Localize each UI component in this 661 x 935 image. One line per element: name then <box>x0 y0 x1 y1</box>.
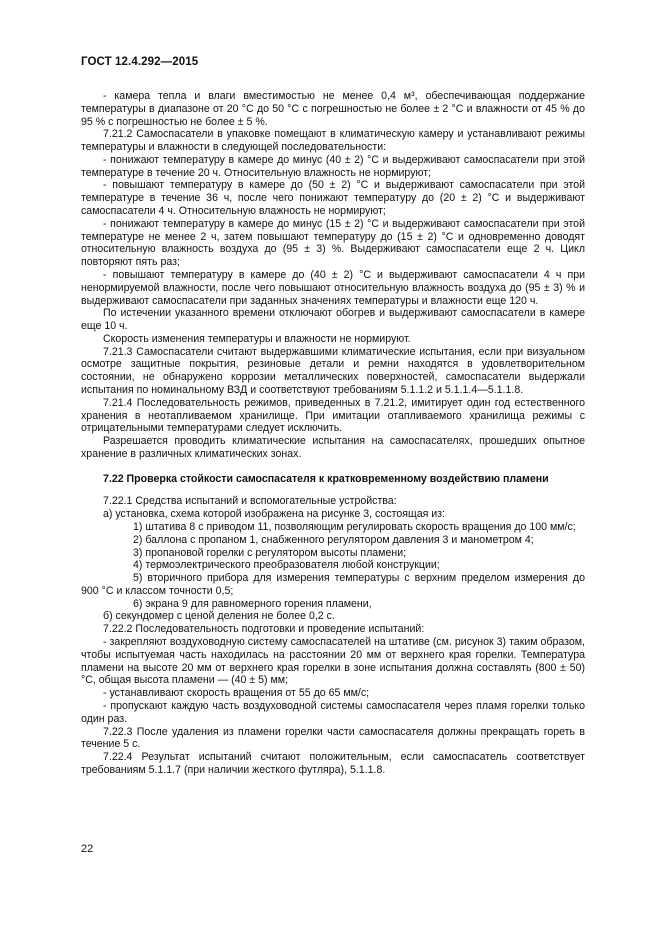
page-content <box>81 90 585 777</box>
paragraph-7-22-2: 7.22.2 Последовательность подготовки и проведение испытаний: <box>103 623 425 636</box>
paragraph-installation: а) установка, схема которой изображена на рисунке 3, состоящая из: <box>103 508 445 521</box>
paragraph-mode-2: - повышают температуру в камере до (50 ± 2) °С и выдерживают самоспасатели при этой температуре в течение 36 ч, после чего понижают температуру до (20 ± 2) °С и выдерживают самоспасатели 4 ч. Относительную влажность не нормируют; <box>81 179 585 218</box>
paragraph-permission: Разрешается проводить климатические испытания на самоспасателях, прошедших опытное хранение в различных климатических зонах. <box>81 435 585 460</box>
paragraph-mode-4: - повышают температуру в камере до (40 ± 2) °С и выдерживают самоспасатели 4 ч при ненормируемой влажности, после чего повышают относительную влажность воздуха до (95 ± 3) % и выдерживают самоспасатели при заданных значениях температуры и влажности еще 120 ч. <box>81 268 585 307</box>
paragraph-rate: Скорость изменения температуры и влажности не нормируют. <box>103 332 411 345</box>
list-item-6: 6) экрана 9 для равномерного горения пламени, <box>133 597 372 610</box>
paragraph-7-21-2: 7.21.2 Самоспасатели в упаковке помещают в климатическую камеру и устанавливают режимы температуры и влажности в следующей последовательности: <box>81 128 585 154</box>
document-header: ГОСТ 12.4.292—2015 <box>81 56 199 68</box>
list-item-4: 4) термоэлектрического преобразователя любой конструкции; <box>133 559 440 572</box>
paragraph-heating-off: По истечении указанного времени отключают обогрев и выдерживают самоспасатели в камере еще 10 ч. <box>81 307 585 333</box>
paragraph-mode-3: - понижают температуру в камере до минус (15 ± 2) °С и выдерживают самоспасатели при этой температуре не менее 2 ч, затем повышают температуру до (15 ± 2) °С и одновременно доводят относительную влажность воздуха до (95 ± 3) %. Выдерживают самоспасатели еще 2 ч. Цикл повторяют пять раз; <box>81 217 585 269</box>
paragraph-7-21-3: 7.21.3 Самоспасатели считают выдержавшими климатические испытания, если при визуальном осмотре защитные покрытия, резиновые детали и ремни находятся в удовлетворительном состоянии, не обнаружено коррозии металлических поверхностей, самоспасатели выдержали испытания по номинальному ВЗД и соответствуют требованиям 5.1.1.2 и 5.1.1.4—5.1.1.8. <box>81 345 585 396</box>
paragraph-pass-flame: - пропускают каждую часть воздуховодной системы самоспасателя через пламя горелки только один раз. <box>81 699 585 725</box>
paragraph-set-speed: - устанавливают скорость вращения от 55 до 65 мм/с; <box>103 687 370 700</box>
section-title-7-22: 7.22 Проверка стойкости самоспасателя к кратковременному воздействию пламени <box>103 472 549 485</box>
paragraph-stopwatch: б) секундомер с ценой деления не более 0,2 с. <box>103 610 335 623</box>
paragraph-fix-system: - закрепляют воздуховодную систему самоспасателей на штативе (см. рисунок 3) таким образом, чтобы испытуемая часть находилась на расстоянии 20 мм от верхнего края горелки. Температура пламени на высоте 20 мм от верхнего края горелки в зоне испытания должна составлять (800 ± 50) °С, общая высота пламени — (40 ± 5) мм; <box>81 636 585 687</box>
paragraph-7-22-4: 7.22.4 Результат испытаний считают положительным, если самоспасатель соответствует требованиям 5.1.1.7 (при наличии жесткого футляра), 5.1.1.8. <box>81 751 585 776</box>
paragraph-mode-1: - понижают температуру в камере до минус (40 ± 2) °С и выдерживают самоспасатели при этой температуре в течение 20 ч. Относительную влажность не нормируют; <box>81 153 585 179</box>
list-item-3: 3) пропановой горелки с регулятором высоты пламени; <box>133 546 407 559</box>
paragraph-7-21-4: 7.21.4 Последовательность режимов, приведенных в 7.21.2, имитирует один год естественного хранения в неотапливаемом хранилище. При имитации отапливаемого хранилища режимы с отрицательными температурами следует исключить. <box>81 396 585 435</box>
paragraph-chamber: - камера тепла и влаги вместимостью не менее 0,4 м³, обеспечивающая поддержание температуры в диапазоне от 20 °С до 50 °С с погрешностью не более ± 2 °С и влажности от 45 % до 95 % с погрешностью не более ± 5 %. <box>81 90 585 128</box>
list-item-1: 1) штатива 8 с приводом 11, позволяющим регулировать скорость вращения до 100 мм/с; <box>133 521 576 533</box>
page-number: 22 <box>81 843 94 855</box>
list-item-2: 2) баллона с пропаном 1, снабженного регулятором давления 3 и манометром 4; <box>133 533 534 546</box>
paragraph-7-22-1: 7.22.1 Средства испытаний и вспомогательные устройства: <box>103 495 397 508</box>
paragraph-7-22-3: 7.22.3 После удаления из пламени горелки части самоспасателя должны прекращать гореть в течение 5 с. <box>81 725 585 751</box>
list-item-5: 5) вторичного прибора для измерения температуры с верхним пределом измерения до 900 °С и классом точности 0,5; <box>81 572 585 597</box>
